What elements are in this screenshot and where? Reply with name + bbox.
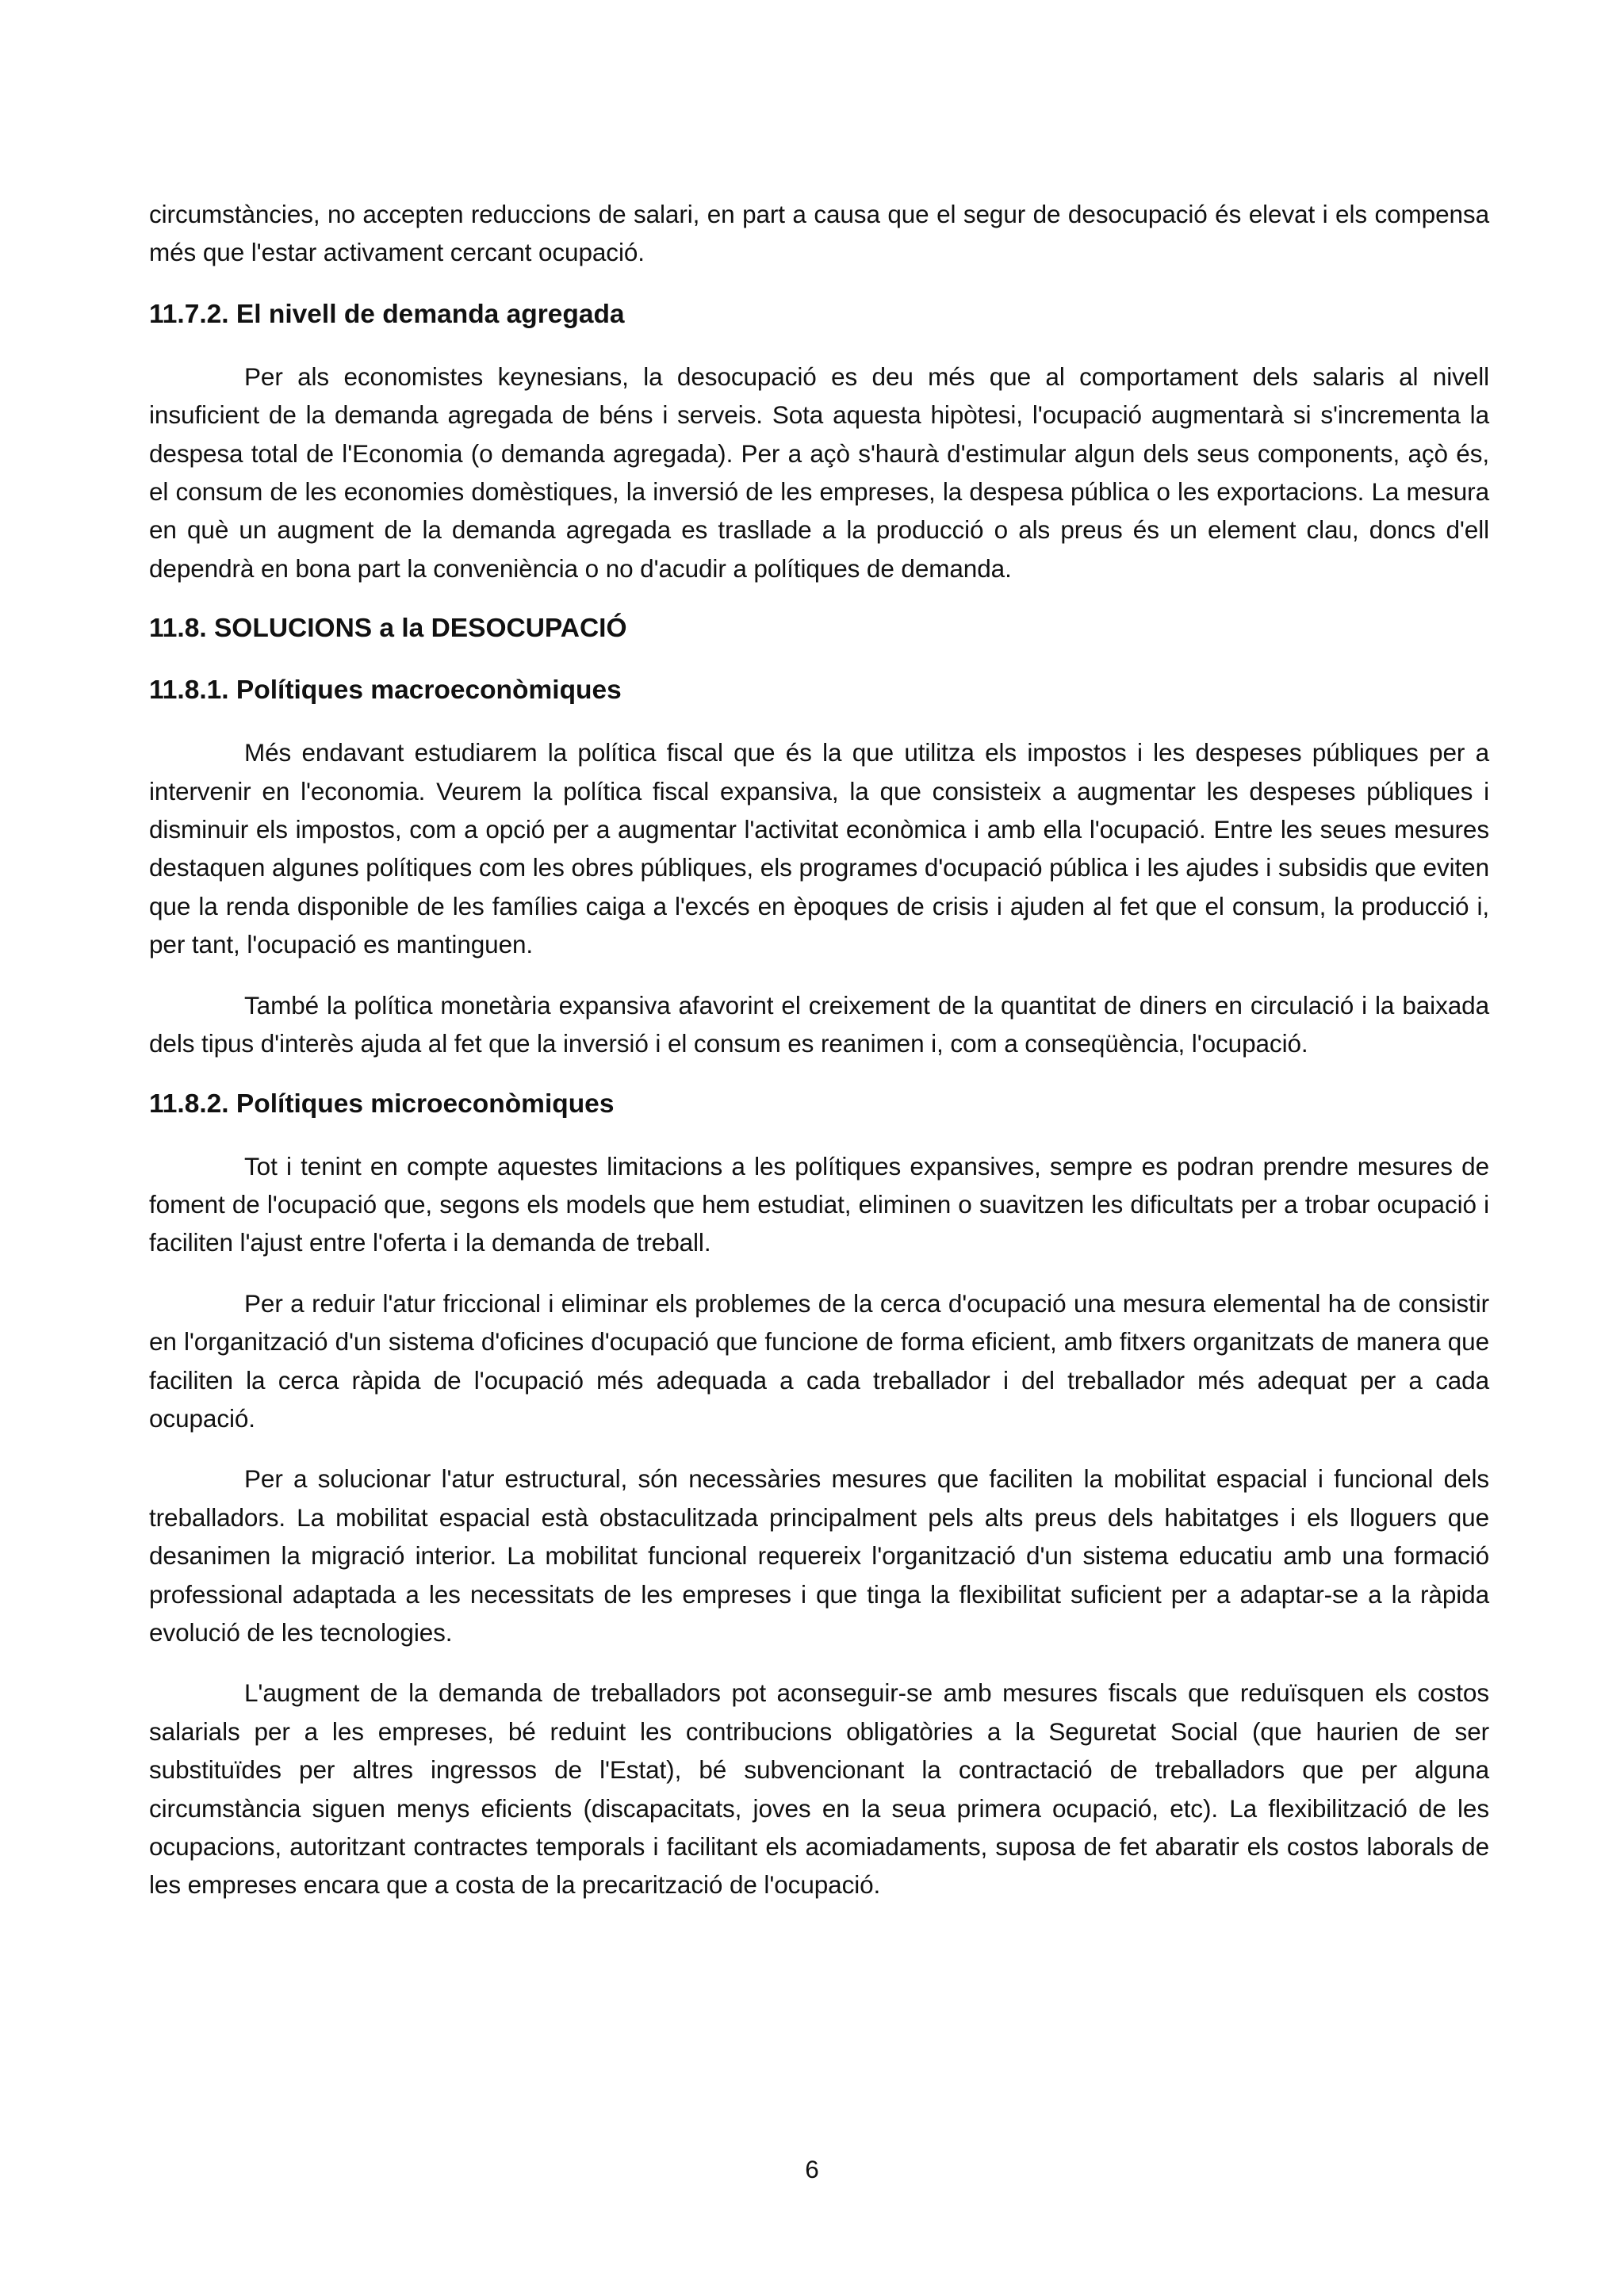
paragraph-monetary-policy: També la política monetària expansiva afavorint el creixement de la quantitat de diners en circulació i la baixada dels tipus d'interès ajuda al fet que la inversió i el consum es reanimen i, com a conseqüència, l'ocupació. (149, 990, 1489, 1058)
section-heading-11-8-1: 11.8.1. Polítiques macroeconòmiques (149, 675, 622, 706)
section-heading-11-8: 11.8. SOLUCIONS a la DESOCUPACIÓ (149, 614, 627, 644)
section-heading-11-7-2: 11.7.2. El nivell de demanda agregada (149, 299, 625, 329)
paragraph-continuation: circumstàncies, no accepten reduccions de salari, en part a causa que el segur de desocupació és elevat i els compensa més que l'estar activament cercant ocupació. (149, 200, 1489, 267)
paragraph-labour-demand: L'augment de la demanda de treballadors pot aconseguir-se amb mesures fiscals que reduïsquen els costos salarials per a les empreses, bé reduint les contribucions obligatòries a la Seguretat Social (que haurien de ser substituïdes per altres ingressos de l'Estat), bé subvencionant la contractació de treballadors que per alguna circumstància siguen menys eficients (discapacitats, joves en la seua primera ocupació, etc). La flexibilització de les ocupacions, autoritzant contractes temporals i facilitant els acomiadaments, suposa de fet abaratir els costos laborals de les empreses encara que a costa de la precarització de l'ocupació. (149, 1678, 1489, 1900)
paragraph-frictional-unemployment: Per a reduir l'atur friccional i eliminar els problemes de la cerca d'ocupació una mesura elemental ha de consistir en l'organització d'un sistema d'oficines d'ocupació que funcione de forma eficient, amb fitxers organitzats de manera que faciliten la cerca ràpida de l'ocupació més adequada a cada treballador i del treballador més adequat per a cada ocupació. (149, 1288, 1489, 1433)
document-page (149, 195, 1489, 1927)
paragraph-structural-unemployment: Per a solucionar l'atur estructural, són necessàries mesures que faciliten la mobilitat espacial i funcional dels treballadors. La mobilitat espacial està obstaculitzada principalment pels alts preus dels habitatges i els lloguers que desanimen la migració interior. La mobilitat funcional requereix l'organització d'un sistema educatiu amb una formació professional adaptada a les necessitats de les empreses i que tinga la flexibilitat suficient per a adaptar-se a la ràpida evolució de les tecnologies. (149, 1464, 1489, 1647)
paragraph-keynesian-demand: Per als economistes keynesians, la desocupació es deu més que al comportament dels salaris al nivell insuficient de la demanda agregada de béns i serveis. Sota aquesta hipòtesi, l'ocupació augmentarà si s'incrementa la despesa total de l'Economia (o demanda agregada). Per a açò s'haurà d'estimular algun dels seus components, açò és, el consum de les economies domèstiques, la inversió de les empreses, la despesa pública o les exportacions. La mesura en què un augment de la demanda agregada es trasllade a la producció o als preus és un element clau, doncs d'ell dependrà en bona part la conveniència o no d'acudir a polítiques de demanda. (149, 362, 1489, 583)
section-heading-11-8-2: 11.8.2. Polítiques microeconòmiques (149, 1089, 615, 1119)
paragraph-fiscal-policy: Més endavant estudiarem la política fiscal que és la que utilitza els impostos i les despeses públiques per a intervenir en l'economia. Veurem la política fiscal expansiva, la que consisteix a augmentar les despeses públiques i disminuir els impostos, com a opció per a augmentar l'activitat econòmica i amb ella l'ocupació. Entre les seues mesures destaquen algunes polítiques com les obres públiques, els programes d'ocupació pública i les ajudes i subsidis que eviten que la renda disponible de les famílies caiga a l'excés en èpoques de crisis i ajuden al fet que el consum, la producció i, per tant, l'ocupació es mantinguen. (149, 738, 1489, 959)
page-number: 6 (805, 2155, 819, 2183)
paragraph-employment-measures: Tot i tenint en compte aquestes limitacions a les polítiques expansives, sempre es podran prendre mesures de foment de l'ocupació que, segons els models que hem estudiat, eliminen o suavitzen les dificultats per a trobar ocupació i faciliten l'ajust entre l'oferta i la demanda de treball. (149, 1151, 1489, 1257)
